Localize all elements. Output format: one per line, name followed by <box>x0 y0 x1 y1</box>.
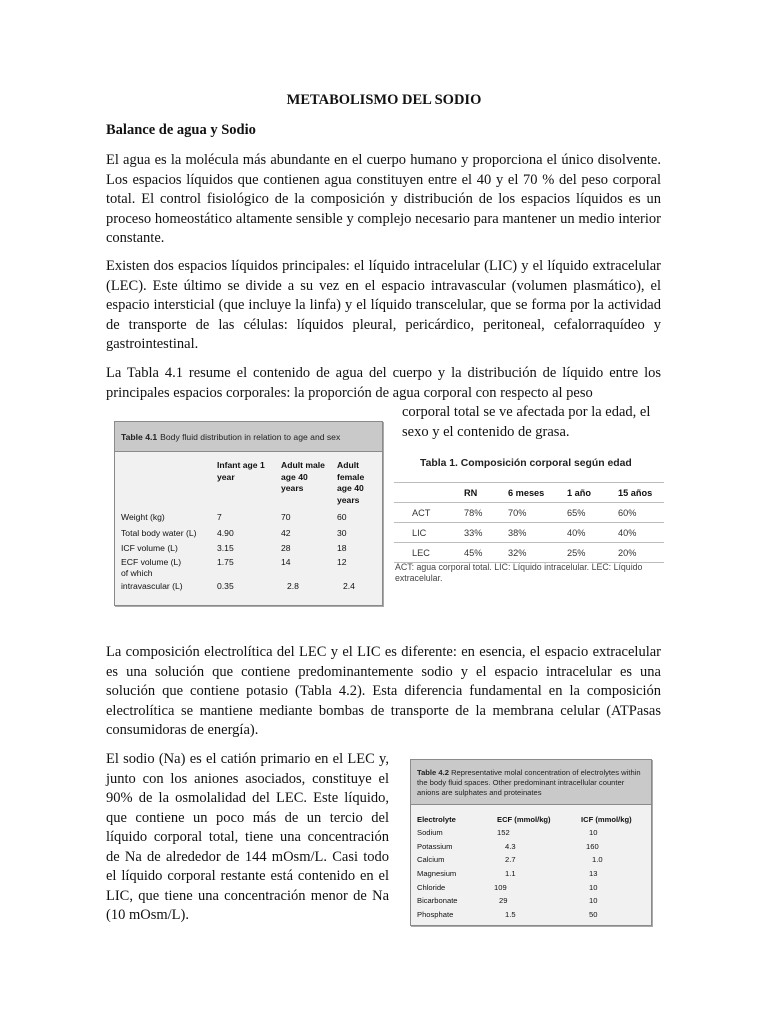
cell: 38% <box>508 528 527 538</box>
header-cell: ECF (mmol/kg) <box>497 815 551 824</box>
paragraph-3-continuation: corporal total se ve afectada por la edad, el sexo y el contenido de grasa. <box>402 404 651 440</box>
table-4-1-caption-text: Body fluid distribution in relation to age and sex <box>160 432 341 442</box>
header-cell: RN <box>464 488 478 498</box>
cell: 40% <box>618 528 637 538</box>
table-header-row <box>394 482 664 503</box>
paragraph-5: El sodio (Na) es el catión primario en el LEC y, junto con los aniones asociados, constituye el 90% de la osmolalidad del LEC. Este líquido, que contiene un poco más de un tercio del líquido corporal total, tiene una concentración de Na de alrededor de 144 mOsm/L. Casi todo el líquido corporal restante está contenido en el LIC, que tiene una concentración menor de Na (10 mOsm/L). <box>106 751 389 923</box>
cell: 1.1 <box>505 869 516 878</box>
cell: 0.35 <box>217 581 234 591</box>
page-title: METABOLISMO DEL SODIO <box>286 92 482 108</box>
table-row <box>417 842 647 853</box>
table-4-1-header-male: Adult male age 40 years <box>281 460 325 493</box>
row-label: Calcium <box>417 855 445 864</box>
cell: 42 <box>281 528 291 538</box>
row-label: Chloride <box>417 883 446 892</box>
cell: 2.8 <box>287 581 299 591</box>
cell: 78% <box>464 508 483 518</box>
table-row <box>417 896 647 907</box>
cell: 1.75 <box>217 557 234 567</box>
cell: 70 <box>281 512 291 522</box>
row-label: Potassium <box>417 842 453 851</box>
row-label: Weight (kg) <box>121 512 165 522</box>
row-label: Magnesium <box>417 869 457 878</box>
cell: 50 <box>589 910 598 919</box>
row-label: ICF volume (L) <box>121 543 178 553</box>
cell: 30 <box>337 528 347 538</box>
table-4-2-caption-text: Representative molal concentration of electrolytes within the body fluid spaces. Other predominant intracellular counter anions are sulphates and proteinates <box>417 768 641 797</box>
table-4-1-label: Table 4.1 <box>121 432 158 442</box>
row-label: ACT <box>412 508 431 518</box>
cell: 40% <box>567 528 586 538</box>
table-row <box>394 503 664 523</box>
section-heading: Balance de agua y Sodio <box>106 122 256 138</box>
row-label: intravascular (L) <box>121 581 183 591</box>
row-label: of which <box>121 568 153 578</box>
table-4-1-header-infant: Infant age 1 year <box>217 460 265 482</box>
cell: 3.15 <box>217 543 234 553</box>
table-row <box>121 528 376 540</box>
table-4-1-caption <box>115 422 382 452</box>
cell: 160 <box>586 842 599 851</box>
header-cell: 6 meses <box>508 488 545 498</box>
table-row <box>417 828 647 839</box>
cell: 2.7 <box>505 855 516 864</box>
cell: 2.4 <box>343 581 355 591</box>
header-cell: 15 años <box>618 488 653 498</box>
cell: 65% <box>567 508 586 518</box>
cell: 33% <box>464 528 483 538</box>
cell: 25% <box>567 548 586 558</box>
table-4-2-label: Table 4.2 <box>417 768 449 777</box>
table-row <box>417 869 647 880</box>
cell: 60% <box>618 508 637 518</box>
row-label: ECF volume (L) <box>121 557 182 567</box>
table-row <box>417 910 647 921</box>
cell: 109 <box>494 883 507 892</box>
cell: 10 <box>589 883 598 892</box>
header-cell: 1 año <box>567 488 591 498</box>
cell: 20% <box>618 548 637 558</box>
cell: 10 <box>589 896 598 905</box>
cell: 152 <box>497 828 510 837</box>
table-row <box>417 855 647 866</box>
cell: 18 <box>337 543 347 553</box>
paragraph-1: El agua es la molécula más abundante en el cuerpo humano y proporciona el único disolvente. Los espacios líquidos que contienen agua constituyen entre el 40 y el 70 % del peso corporal total. El control fisiológico de la composición y distribución de los espacios líquidos es un proceso homeostático altamente sensible y complejo necesario para mantener un medio interior constante. <box>106 152 661 246</box>
table-row <box>121 512 376 524</box>
table-4-2 <box>410 759 652 926</box>
header-cell: Electrolyte <box>417 815 456 824</box>
paragraph-4: La composición electrolítica del LEC y el LIC es diferente: en esencia, el espacio extracelular es una solución que contiene predominantemente sodio y el espacio intracelular es una solución que contiene potasio (Tabla 4.2). Esta diferencia fundamental en la composición electrolítica se mantiene mediante bombas de transporte de la membrana celular (ATPasas consumidoras de energía). <box>106 644 661 738</box>
cell: 28 <box>281 543 291 553</box>
row-label: Total body water (L) <box>121 528 197 538</box>
cell: 7 <box>217 512 222 522</box>
tabla-1 <box>394 482 664 563</box>
cell: 4.3 <box>505 842 516 851</box>
cell: 13 <box>589 869 598 878</box>
table-4-1 <box>114 421 383 606</box>
table-row <box>121 581 376 593</box>
cell: 45% <box>464 548 483 558</box>
cell: 14 <box>281 557 291 567</box>
row-label: LEC <box>412 548 430 558</box>
tabla-1-footnote: ACT: agua corporal total. LIC: Líquido intracelular. LEC: Líquido extracelular. <box>395 562 643 583</box>
table-row <box>417 883 647 894</box>
paragraph-3: La Tabla 4.1 resume el contenido de agua del cuerpo y la distribución de líquido entre los principales espacios corporales: la proporción de agua corporal con respecto al peso <box>106 365 661 401</box>
tabla-1-title: Tabla 1. Composición corporal según edad <box>420 458 632 469</box>
header-cell: ICF (mmol/kg) <box>581 815 632 824</box>
row-label: Phosphate <box>417 910 454 919</box>
cell: 1.0 <box>592 855 603 864</box>
table-row <box>121 568 376 580</box>
cell: 1.5 <box>505 910 516 919</box>
table-4-1-header-female: Adult female age 40 years <box>337 460 365 505</box>
table-row <box>394 523 664 543</box>
paragraph-2: Existen dos espacios líquidos principales: el líquido intracelular (LIC) y el líquido extracelular (LEC). Este último se divide a su vez en el espacio intravascular (volumen plasmático), el espacio intersticial (que incluye la linfa) y el líquido transcelular, que se forma por la actividad de transporte de las células: líquidos pleural, pericárdico, peritoneal, cefalorraquídeo y gastrointestinal. <box>106 258 661 352</box>
cell: 4.90 <box>217 528 234 538</box>
cell: 60 <box>337 512 347 522</box>
cell: 10 <box>589 828 598 837</box>
row-label: Bicarbonate <box>417 896 458 905</box>
row-label: LIC <box>412 528 427 538</box>
table-row <box>121 543 376 555</box>
table-4-2-caption <box>411 760 651 805</box>
cell: 12 <box>337 557 347 567</box>
cell: 32% <box>508 548 527 558</box>
cell: 70% <box>508 508 527 518</box>
cell: 29 <box>499 896 508 905</box>
table-row <box>394 543 664 563</box>
row-label: Sodium <box>417 828 443 837</box>
